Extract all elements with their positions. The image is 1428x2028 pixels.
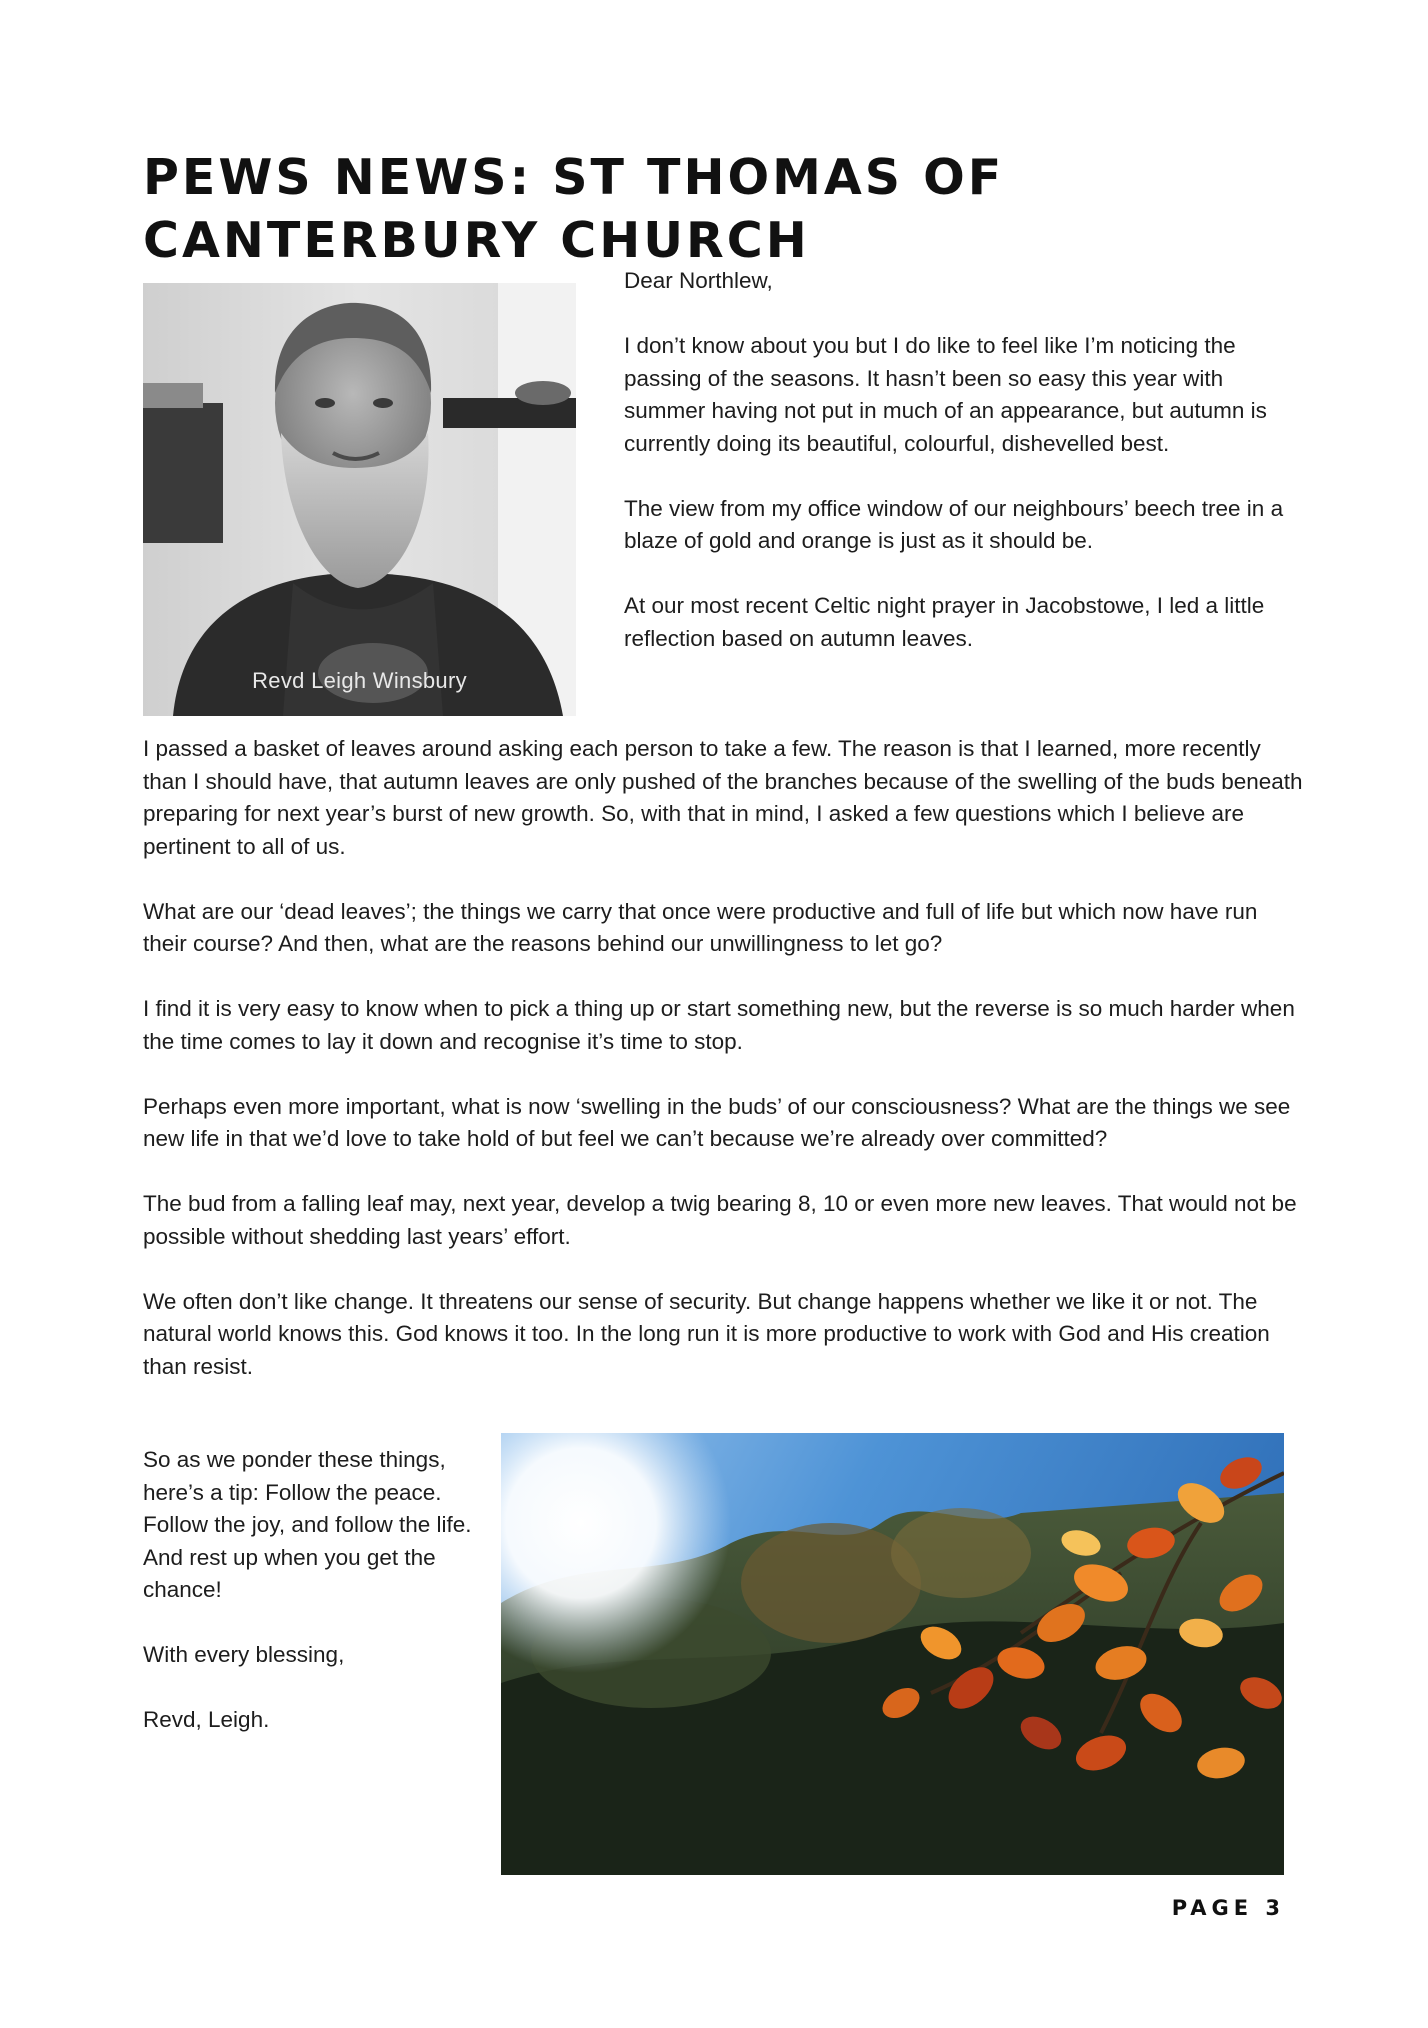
paragraph: I don’t know about you but I do like to feel like I’m noticing the passing of the seasons. It hasn’t been so easy this year with summer having not put in much of an appearance, but autumn is currently doing its beautiful, colourful, dishevelled best. <box>624 333 1267 456</box>
letter-intro-column <box>624 265 1299 688</box>
page-number: PAGE 3 <box>1171 1896 1285 1920</box>
paragraph: So as we ponder these things, here’s a tip: Follow the peace. Follow the joy, and follow the life. And rest up when you get the chance! <box>143 1447 472 1602</box>
signature: Revd, Leigh. <box>143 1707 270 1732</box>
photo-caption: Revd Leigh Winsbury <box>252 668 467 693</box>
paragraph: Perhaps even more important, what is now ‘swelling in the buds’ of our consciousness? What are the things we see new life in that we’d love to take hold of but feel we can’t because we’re already over committed? <box>143 1093 1291 1151</box>
paragraph: The bud from a falling leaf may, next year, develop a twig bearing 8, 10 or even more new leaves. That would not be possible without shedding last years’ effort. <box>143 1191 1297 1249</box>
letter-closing <box>143 1444 493 1769</box>
article-title: PEWS NEWS: ST THOMAS OF CANTERBURY CHURCH <box>143 149 1005 269</box>
paragraph: I passed a basket of leaves around asking each person to take a few. The reason is that I learned, more recently than I should have, that autumn leaves are only pushed of the branches because of the swelling of the buds beneath preparing for next year’s burst of new growth. So, with that in mind, I asked a few questions which I believe are pertinent to all of us. <box>143 736 1303 859</box>
sign-off: With every blessing, <box>143 1642 345 1667</box>
paragraph: At our most recent Celtic night prayer in Jacobstowe, I led a little reflection based on autumn leaves. <box>624 593 1265 651</box>
autumn-leaves-photo <box>501 1433 1284 1875</box>
salutation: Dear Northlew, <box>624 268 773 293</box>
paragraph: What are our ‘dead leaves’; the things we carry that once were productive and full of life but which now have run their course? And then, what are the reasons behind our unwillingness to let go? <box>143 898 1258 956</box>
paragraph: The view from my office window of our neighbours’ beech tree in a blaze of gold and orange is just as it should be. <box>624 495 1284 553</box>
portrait-photo <box>143 283 576 716</box>
paragraph: We often don’t like change. It threatens our sense of security. But change happens whether we like it or not. The natural world knows this. God knows it too. In the long run it is more productive to work with God and His creation than resist. <box>143 1288 1270 1379</box>
paragraph: I find it is very easy to know when to pick a thing up or start something new, but the reverse is so much harder when the time comes to lay it down and recognise it’s time to stop. <box>143 996 1295 1054</box>
letter-body <box>143 733 1303 1416</box>
